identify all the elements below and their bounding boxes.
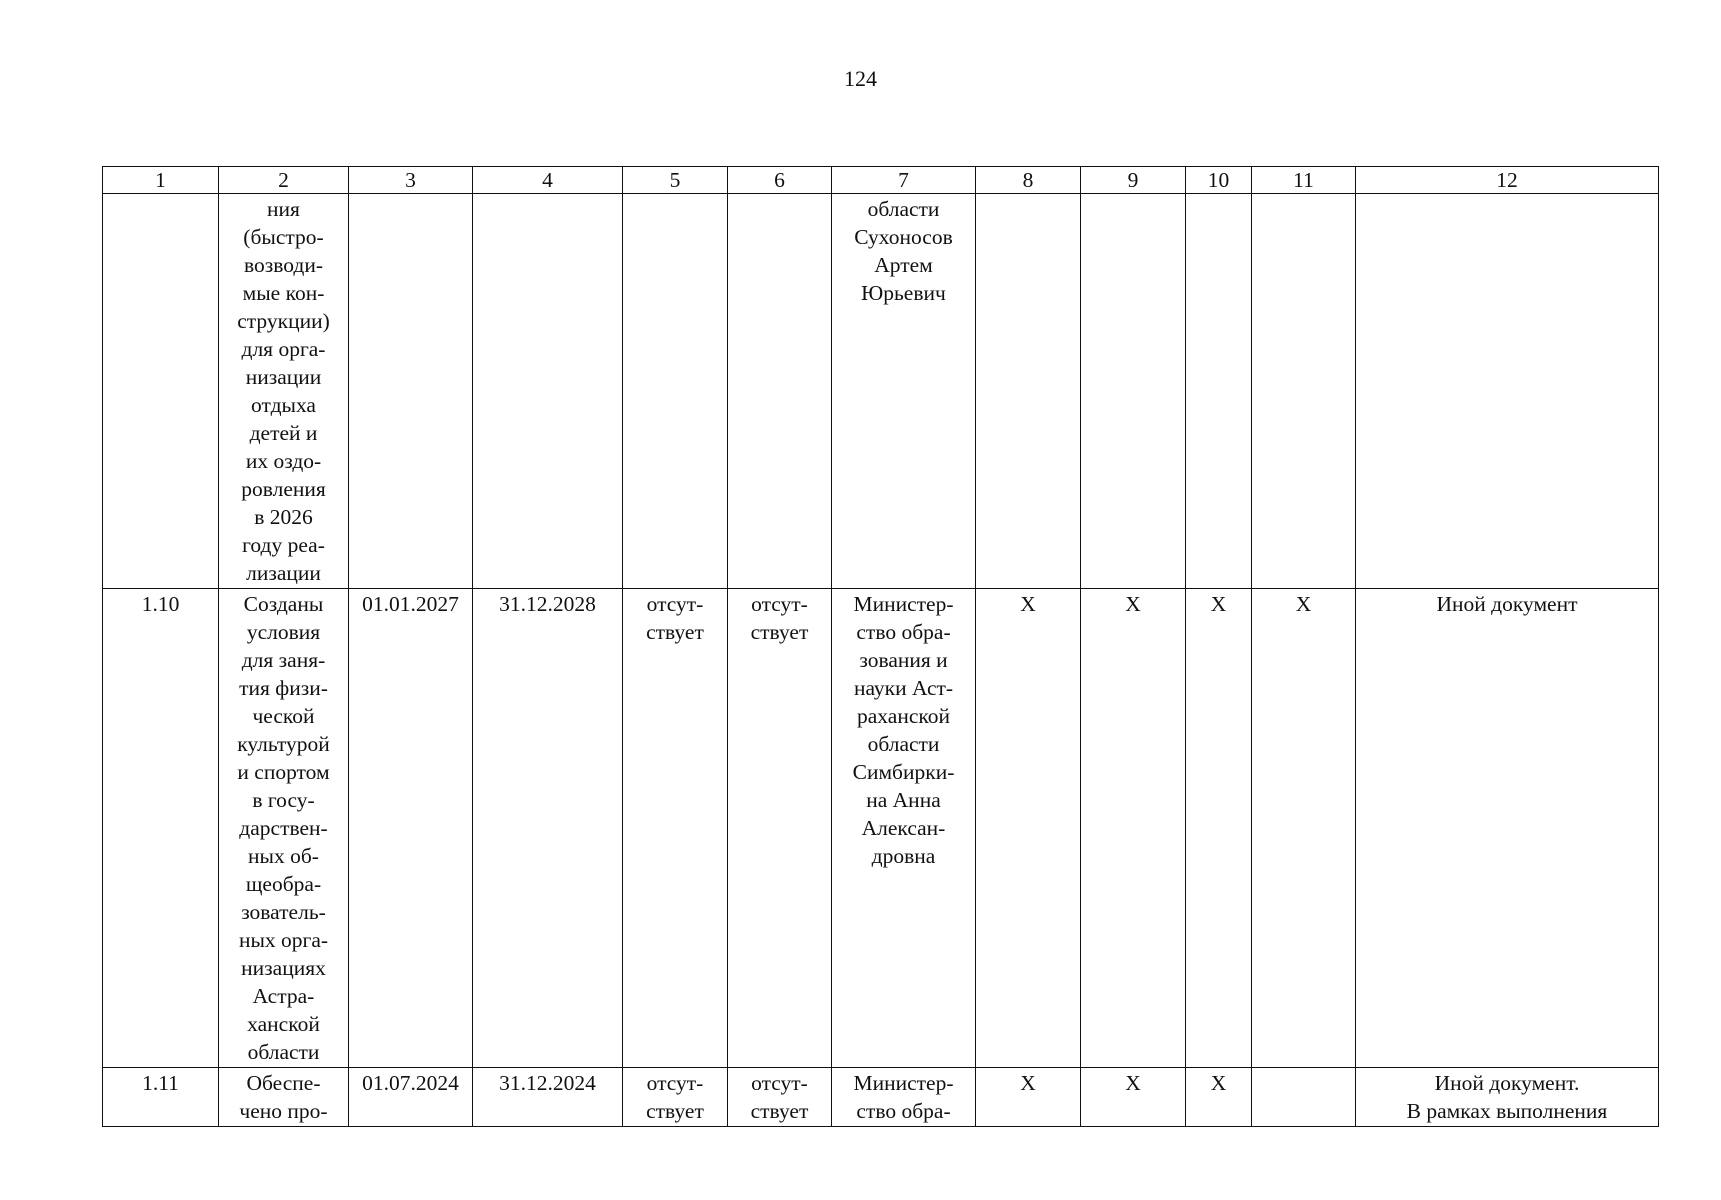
column-header-2: 2 — [219, 167, 349, 194]
page-number: 124 — [844, 66, 877, 91]
column-header-10: 10 — [1186, 167, 1252, 194]
cell-col11 — [1252, 194, 1356, 589]
cell-col5: отсут- ствует — [623, 589, 728, 1068]
cell-col9 — [1081, 194, 1186, 589]
cell-responsible: области Сухоносов Артем Юрьевич — [832, 194, 976, 589]
cell-col9: X — [1081, 589, 1186, 1068]
cell-col9: X — [1081, 1068, 1186, 1127]
cell-col5 — [623, 194, 728, 589]
cell-description: Созданы условия для заня- тия физи- ческой культурой и спортом в госу- дарствен- ных об- щеобра- зователь- ных орга- низациях Астра- ханской области — [219, 589, 349, 1068]
cell-col5: отсут- ствует — [623, 1068, 728, 1127]
column-header-3: 3 — [349, 167, 473, 194]
activities-table — [102, 166, 1659, 1127]
cell-col6 — [728, 194, 832, 589]
cell-end-date: 31.12.2028 — [473, 589, 623, 1068]
column-header-8: 8 — [976, 167, 1081, 194]
cell-document: Иной документ. В рамках выполнения — [1356, 1068, 1659, 1127]
cell-col10 — [1186, 194, 1252, 589]
cell-col11: X — [1252, 589, 1356, 1068]
cell-description: Обеспе- чено про- — [219, 1068, 349, 1127]
column-header-11: 11 — [1252, 167, 1356, 194]
cell-document — [1356, 194, 1659, 589]
cell-col6: отсут- ствует — [728, 1068, 832, 1127]
column-header-9: 9 — [1081, 167, 1186, 194]
cell-start-date: 01.01.2027 — [349, 589, 473, 1068]
cell-col6: отсут- ствует — [728, 589, 832, 1068]
cell-start-date: 01.07.2024 — [349, 1068, 473, 1127]
cell-responsible: Министер- ство обра- — [832, 1068, 976, 1127]
cell-number — [103, 194, 219, 589]
column-header-5: 5 — [623, 167, 728, 194]
column-header-12: 12 — [1356, 167, 1659, 194]
cell-end-date — [473, 194, 623, 589]
cell-col11 — [1252, 1068, 1356, 1127]
column-header-7: 7 — [832, 167, 976, 194]
cell-start-date — [349, 194, 473, 589]
table-row — [103, 194, 1659, 589]
cell-col8: X — [976, 589, 1081, 1068]
cell-end-date: 31.12.2024 — [473, 1068, 623, 1127]
cell-document: Иной документ — [1356, 589, 1659, 1068]
table-row — [103, 1068, 1659, 1127]
cell-responsible: Министер- ство обра- зования и науки Аст- раханской области Симбирки- на Анна Алексан- дровна — [832, 589, 976, 1068]
cell-col8: X — [976, 1068, 1081, 1127]
cell-description: ния (быстро- возводи- мые кон- струкции) для орга- низации отдыха детей и их оздо- ровления в 2026 году реа- лизации — [219, 194, 349, 589]
column-header-1: 1 — [103, 167, 219, 194]
column-header-4: 4 — [473, 167, 623, 194]
header-row — [103, 167, 1659, 194]
cell-number: 1.10 — [103, 589, 219, 1068]
cell-col10: X — [1186, 589, 1252, 1068]
cell-number: 1.11 — [103, 1068, 219, 1127]
cell-col8 — [976, 194, 1081, 589]
column-header-6: 6 — [728, 167, 832, 194]
table-row — [103, 589, 1659, 1068]
cell-col10: X — [1186, 1068, 1252, 1127]
